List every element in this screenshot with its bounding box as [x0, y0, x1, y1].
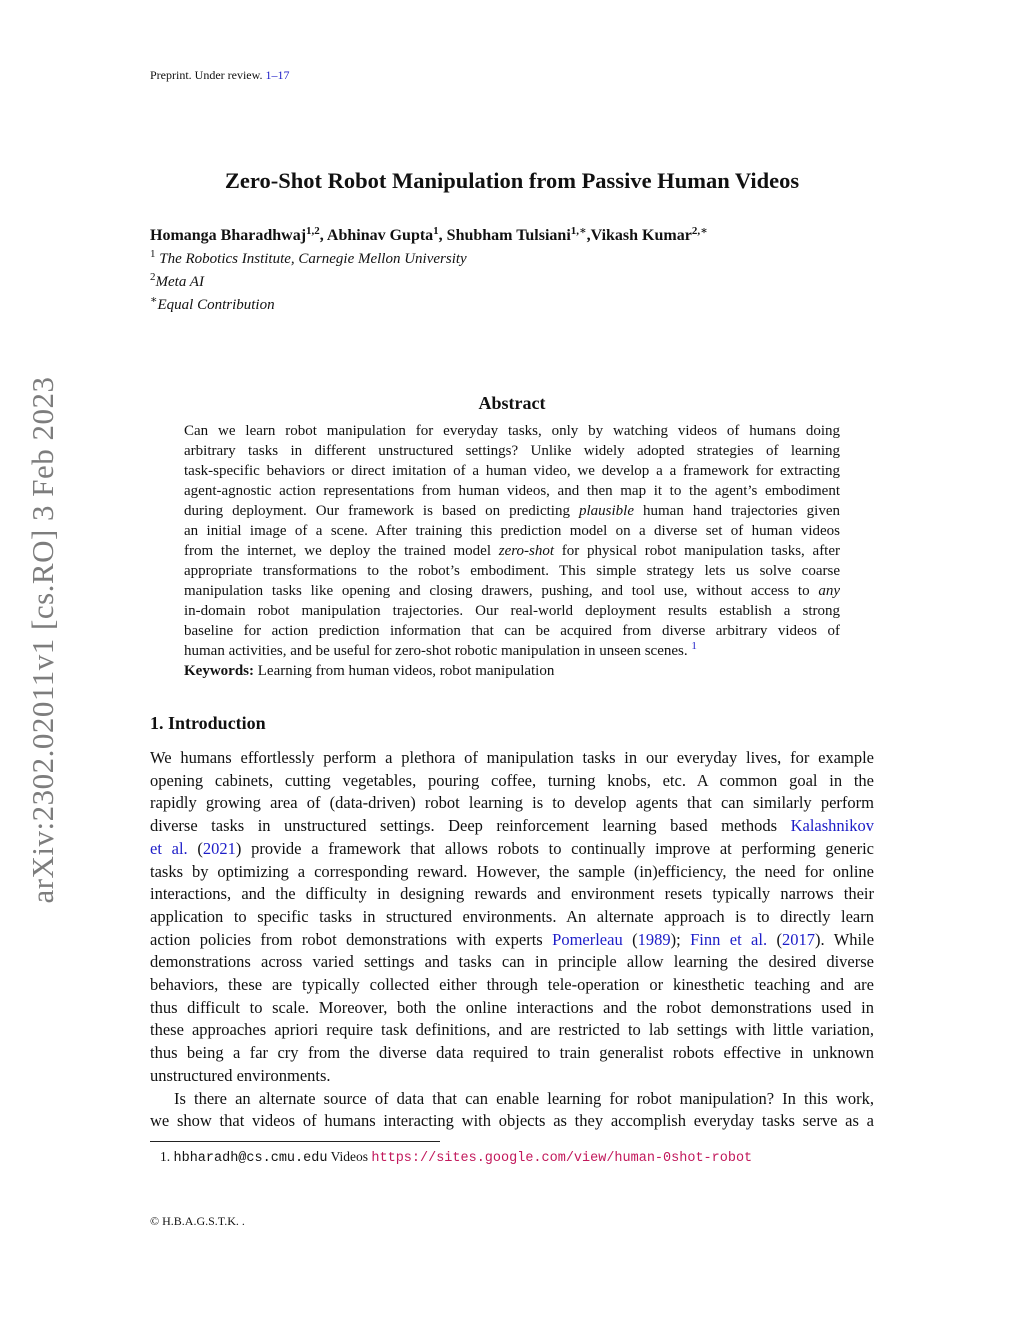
author-name: Shubham Tulsiani [446, 227, 571, 244]
abstract-line: task-specific behaviors or direct imitation of a human video, we develop a a framework for extracting [184, 463, 840, 479]
author-affiliation-mark: 1,∗ [570, 225, 587, 237]
author-affiliation-mark: 2,∗ [691, 225, 708, 237]
intro-line [150, 838, 874, 861]
affiliation-line [150, 294, 275, 314]
affiliation-mark: 1 [150, 248, 156, 260]
author-name: Abhinav Gupta [326, 227, 434, 244]
intro-line: rapidly growing area of (data-driven) robot learning is to develop agents that can similarly perform [150, 793, 874, 813]
section-heading: 1. Introduction [150, 713, 266, 733]
abstract-body [184, 421, 840, 661]
abstract-line: an initial image of a scene. After training this prediction model on a diverse set of human videos [184, 523, 840, 539]
abstract-text: from the internet, we deploy the trained model [184, 543, 492, 559]
preprint-header [150, 68, 290, 83]
author-affiliation-mark: 1 [433, 225, 439, 237]
keywords-label: Keywords: [184, 663, 254, 679]
footnote [160, 1149, 752, 1166]
preprint-label: Preprint. Under review. [150, 68, 263, 82]
page-range-link[interactable]: 1–17 [265, 68, 290, 82]
abstract-line [184, 501, 840, 521]
abstract-line [184, 541, 840, 561]
intro-text: ). While [815, 929, 875, 949]
author-name: Vikash Kumar [590, 227, 692, 244]
affiliation-text: Equal Contribution [157, 297, 275, 313]
affiliation-mark: ∗ [150, 294, 158, 306]
abstract-emphasis: zero-shot [498, 543, 555, 559]
citation-link[interactable]: Kalashnikov [790, 816, 875, 836]
abstract-line: appropriate transformations to the robot’s embodiment. This simple strategy lets us solve coarse [184, 563, 840, 579]
intro-text: action policies from robot demonstrations with experts [150, 929, 543, 949]
intro-text: ( [622, 929, 638, 949]
abstract-emphasis: any [818, 583, 840, 599]
intro-line: these approaches apriori require task definitions, and are restricted to lab settings with little variation, [150, 1020, 874, 1040]
abstract-text: human hand trajectories given [634, 503, 841, 519]
intro-text: ); [670, 929, 691, 949]
intro-line: tasks by optimizing a corresponding reward. However, the sample (in)efficiency, the need for online [150, 861, 874, 881]
intro-line: we show that videos of humans interacting with objects as they accomplish everyday tasks serve as a [150, 1111, 874, 1131]
abstract-line [184, 641, 840, 661]
keywords-text: Learning from human videos, robot manipulation [257, 663, 555, 679]
footnote-ref-link[interactable]: 1 [691, 640, 697, 652]
author-name: Homanga Bharadhwaj [150, 227, 307, 244]
intro-text: ( [187, 838, 203, 858]
intro-body [150, 747, 874, 1133]
intro-line: We humans effortlessly perform a plethora of manipulation tasks in our everyday lives, for example [150, 748, 874, 767]
citation-year-link[interactable]: 2021 [202, 838, 236, 858]
abstract-line: Can we learn robot manipulation for everyday tasks, only by watching videos of humans doing [184, 423, 840, 439]
author-list: Homanga Bharadhwaj$^{1,2}$, Abhinav Gupta$^1$, Shubham Tulsiani$^{1,∗}$,Vikash Kumar$^{2,∗}$ [150, 225, 708, 244]
footnote-mark: 1. [160, 1149, 171, 1164]
intro-text: ) provide a framework that allows robots to continually improve at performing generic [235, 838, 874, 858]
abstract-text: during deployment. Our framework is based on predicting [184, 503, 570, 519]
arxiv-stamp: arXiv:2302.02011v1 [cs.RO] 3 Feb 2023 [25, 376, 60, 904]
affiliation-line [150, 248, 467, 268]
intro-line: Is there an alternate source of data that can enable learning for robot manipulation? In this work, [174, 1088, 874, 1108]
citation-link[interactable]: et al. [150, 838, 188, 858]
intro-text: diverse tasks in unstructured settings. Deep reinforcement learning based methods [150, 816, 778, 836]
intro-line: interactions, and the difficulty in designing rewards and environment resets typically narrows their [150, 884, 874, 904]
footnote-email: hbharadh@cs.cmu.edu [173, 1151, 328, 1166]
copyright-notice: © H.B.A.G.S.T.K. . [150, 1214, 245, 1228]
intro-line [150, 929, 874, 952]
abstract-text: for physical robot manipulation tasks, after [554, 543, 841, 559]
abstract-line: baseline for action prediction information that can be acquired from diverse arbitrary videos of [184, 623, 840, 639]
intro-line: unstructured environments. [150, 1065, 331, 1085]
abstract-text: manipulation tasks like opening and closing drawers, pushing, and tool use, without access to [184, 583, 810, 599]
affiliation-text: The Robotics Institute, Carnegie Mellon University [159, 251, 467, 267]
citation-link[interactable]: Pomerleau [552, 929, 623, 949]
abstract-text: human activities, and be useful for zero-shot robotic manipulation in unseen scenes. [184, 643, 688, 659]
affiliation-mark: 2 [150, 271, 156, 283]
affiliation-text: Meta AI [155, 274, 204, 290]
citation-year-link[interactable]: 1989 [637, 929, 671, 949]
author-affiliation-mark: 1,2 [306, 225, 320, 237]
citation-year-link[interactable]: 2017 [782, 929, 815, 949]
paper-title: Zero-Shot Robot Manipulation from Passive Human Videos [224, 168, 800, 193]
intro-line: thus difficult to scale. Moreover, both the online interactions and the robot demonstrations used in [150, 997, 874, 1017]
intro-text: ( [767, 929, 782, 949]
abstract-heading: Abstract [478, 393, 546, 413]
keywords-line [184, 663, 554, 680]
footnote-divider [150, 1141, 440, 1142]
abstract-line: agent-agnostic action representations from human videos, and then map it to the agent’s embodiment [184, 483, 840, 499]
abstract-emphasis: plausible [579, 503, 634, 519]
intro-line: application to specific tasks in structured environments. An alternate approach is to directly learn [150, 906, 874, 926]
abstract-line: in-domain robot manipulation trajectories. Our real-world deployment results establish a strong [184, 603, 840, 619]
intro-line [150, 815, 874, 838]
footnote-label: Videos [330, 1149, 369, 1164]
citation-link[interactable]: Finn et al. [690, 929, 768, 949]
abstract-line: arbitrary tasks in different unstructured settings? Unlike widely adopted strategies of learning [184, 443, 840, 459]
intro-line: thus being a far cry from the diverse data required to train generalist robots effective in unknown [150, 1043, 874, 1063]
abstract-line [184, 581, 840, 601]
affiliation-line [150, 271, 204, 291]
intro-line: behaviors, these are typically collected either through tele-operation or kinesthetic teaching and are [150, 975, 874, 995]
intro-line: opening cabinets, cutting vegetables, pouring coffee, turning knobs, etc. A common goal in the [150, 770, 874, 790]
intro-line: demonstrations across varied settings and tasks can in principle allow learning the desired diverse [150, 952, 874, 972]
video-url-link[interactable]: https://sites.google.com/view/human-0shot-robot [371, 1151, 753, 1166]
